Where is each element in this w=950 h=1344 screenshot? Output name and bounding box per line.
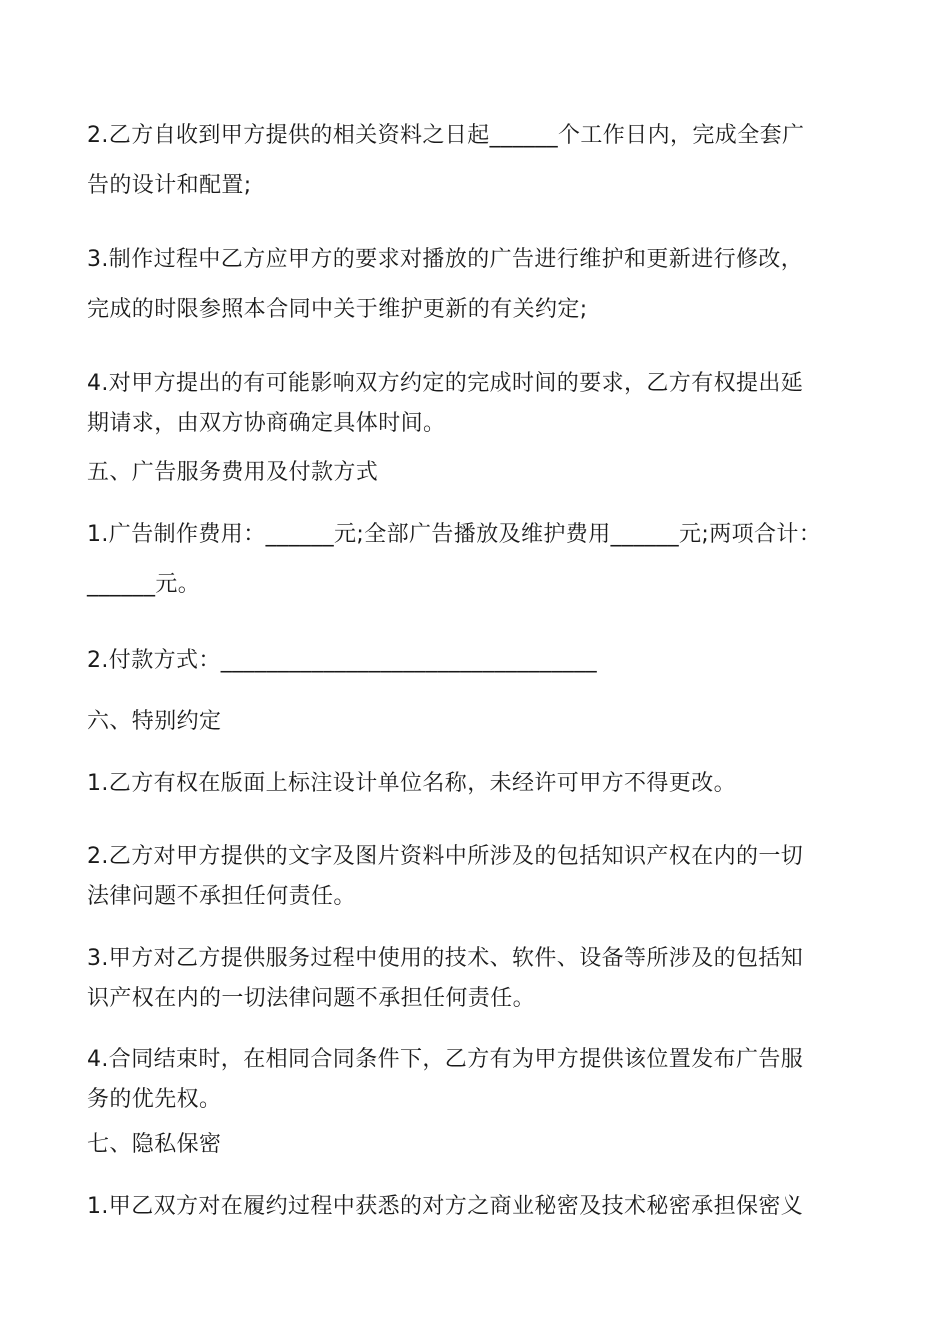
section-6-heading: 六、特别约定	[87, 709, 222, 734]
clause-6-4-line-1: 4.合同结束时，在相同合同条件下，乙方有为甲方提供该位置发布广告服	[87, 1047, 804, 1072]
clause-5-1-line-1: 1.广告制作费用：______元;全部广告播放及维护费用______元;两项合计：	[87, 522, 822, 547]
clause-7-1-line-1: 1.甲乙双方对在履约过程中获悉的对方之商业秘密及技术秘密承担保密义	[87, 1194, 804, 1219]
clause-4-3-line-1: 3.制作过程中乙方应甲方的要求对播放的广告进行维护和更新进行修改，	[87, 247, 804, 272]
clause-6-2-line-1: 2.乙方对甲方提供的文字及图片资料中所涉及的包括知识产权在内的一切	[87, 844, 804, 869]
clause-6-3-line-2: 识产权在内的一切法律问题不承担任何责任。	[87, 986, 536, 1011]
clause-4-3-line-2: 完成的时限参照本合同中关于维护更新的有关约定;	[87, 297, 588, 322]
clause-5-1-line-2: ______元。	[87, 572, 201, 597]
clause-6-3-line-1: 3.甲方对乙方提供服务过程中使用的技术、软件、设备等所涉及的包括知	[87, 946, 804, 971]
clause-4-2-line-2: 告的设计和配置;	[87, 173, 252, 198]
clause-5-2: 2.付款方式：_________________________________	[87, 648, 597, 673]
clause-4-2-line-1: 2.乙方自收到甲方提供的相关资料之日起______个工作日内，完成全套广	[87, 123, 805, 148]
clause-4-4-line-2: 期请求，由双方协商确定具体时间。	[87, 411, 446, 436]
section-5-heading: 五、广告服务费用及付款方式	[87, 460, 379, 485]
clause-4-4-line-1: 4.对甲方提出的有可能影响双方约定的完成时间的要求，乙方有权提出延	[87, 371, 804, 396]
clause-6-4-line-2: 务的优先权。	[87, 1087, 222, 1112]
clause-6-1: 1.乙方有权在版面上标注设计单位名称，未经许可甲方不得更改。	[87, 771, 736, 796]
section-7-heading: 七、隐私保密	[87, 1132, 222, 1157]
clause-6-2-line-2: 法律问题不承担任何责任。	[87, 884, 356, 909]
